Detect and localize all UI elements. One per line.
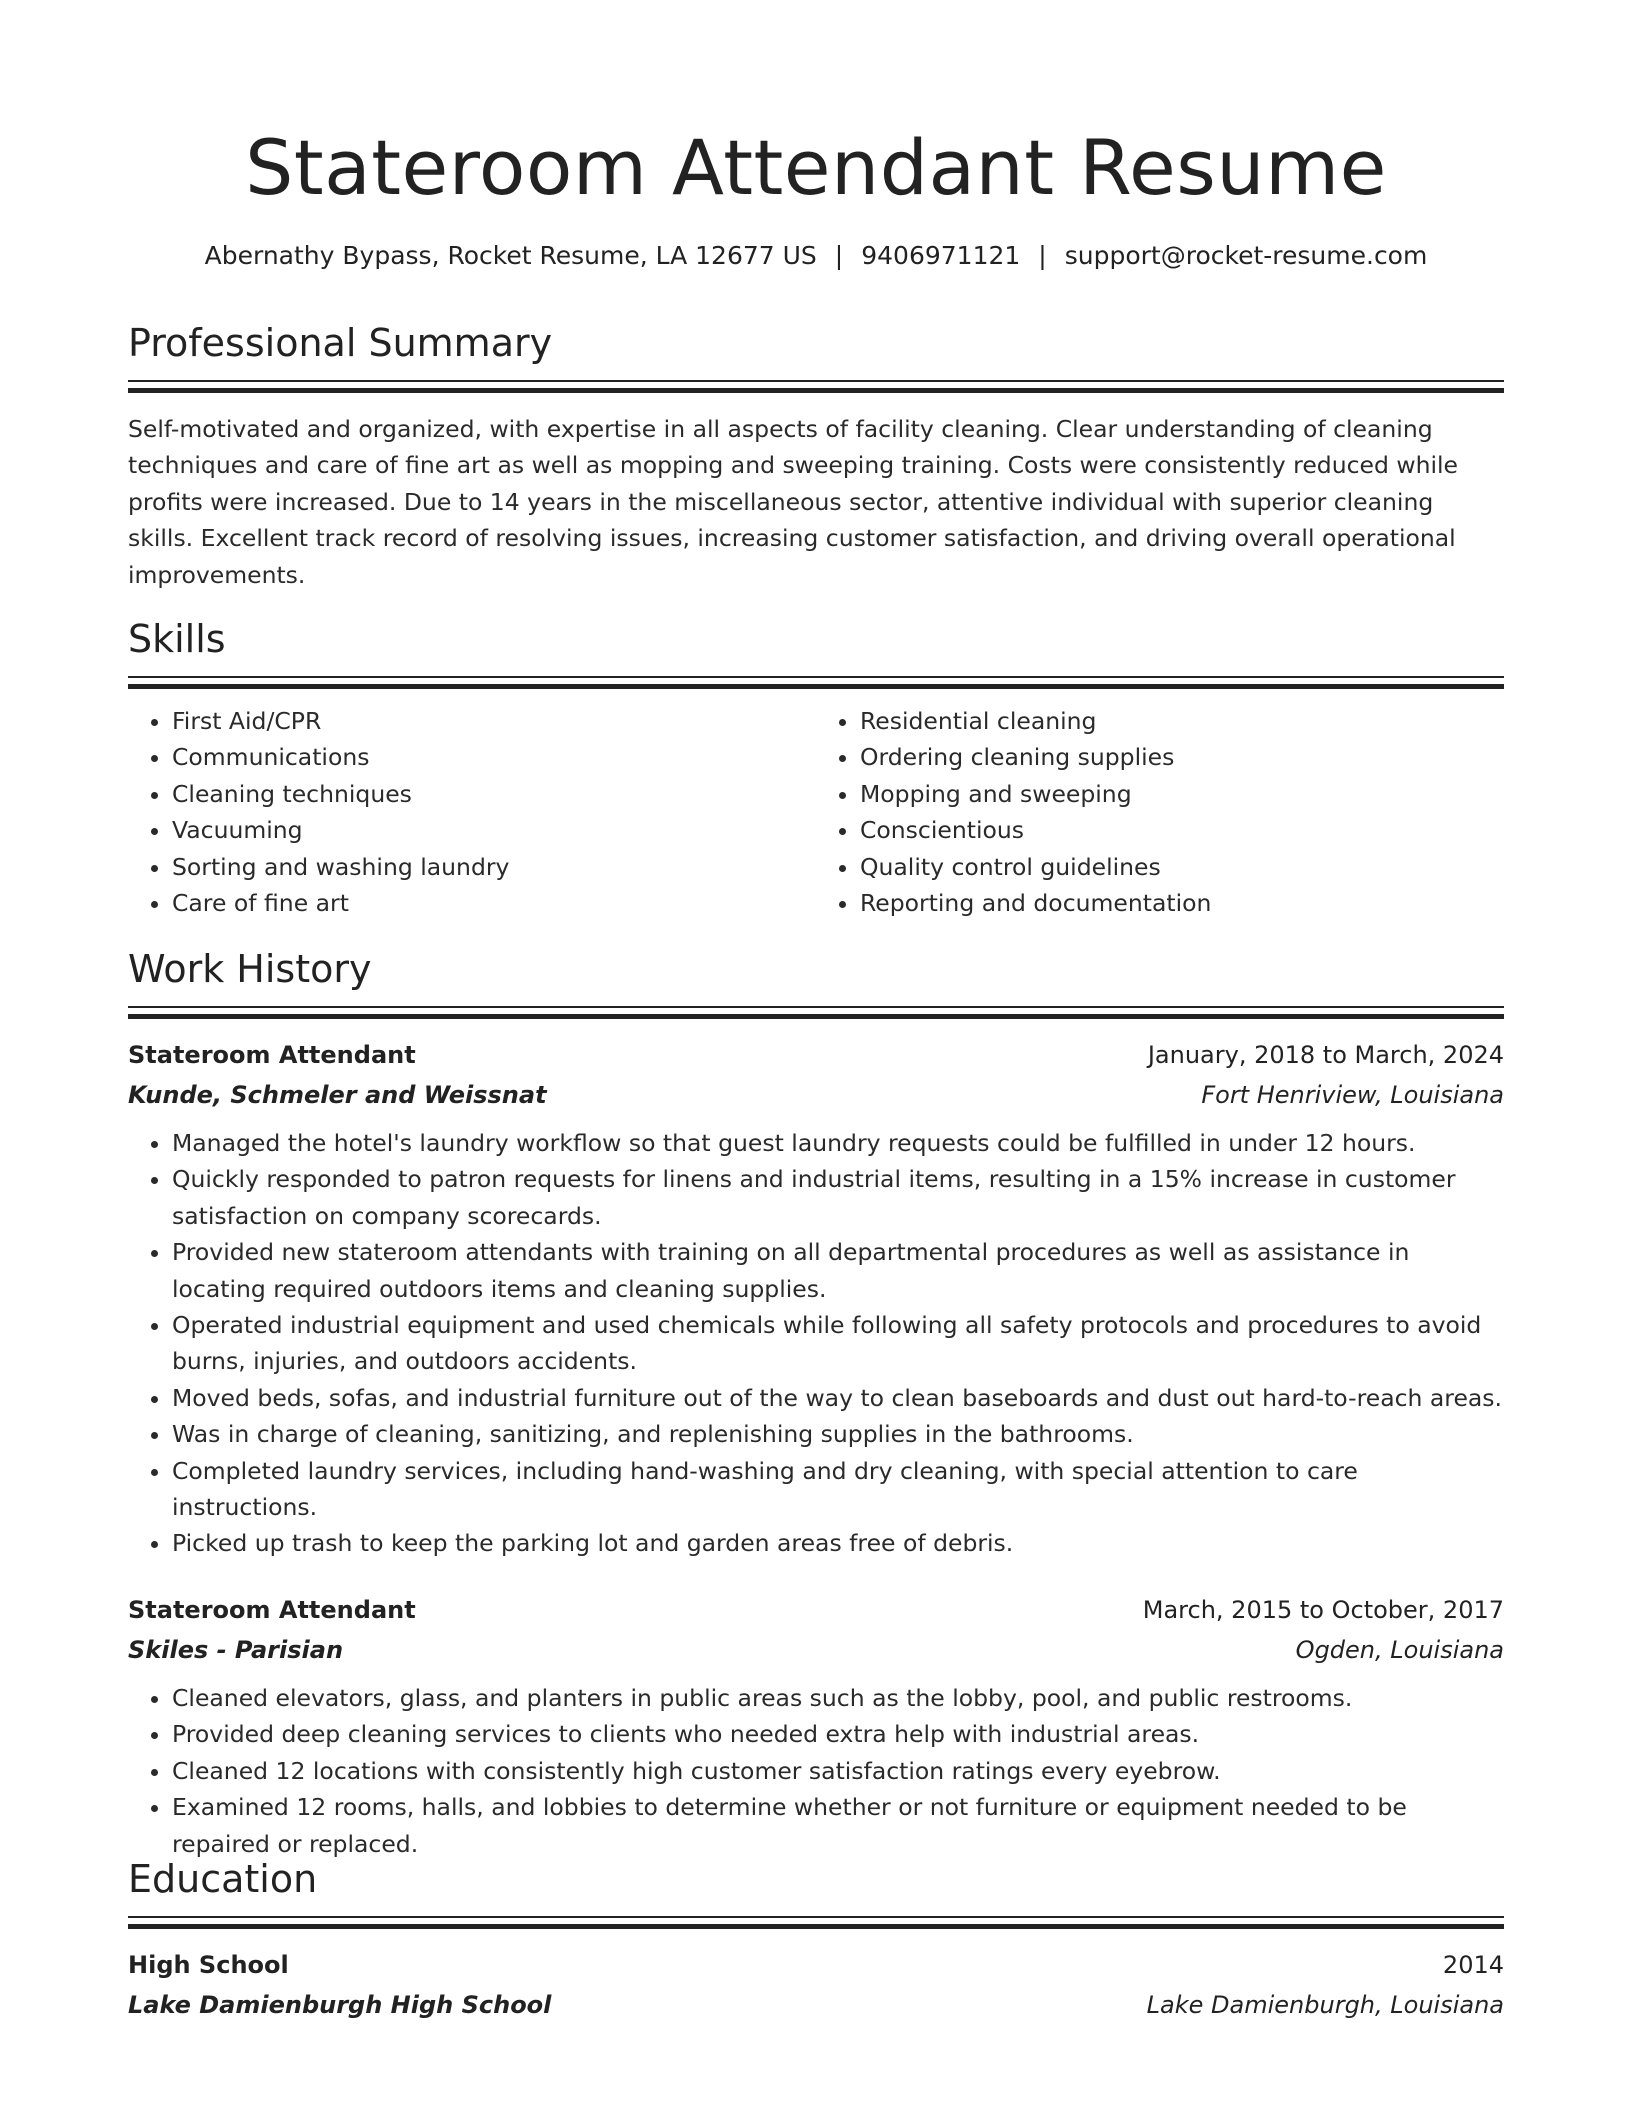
section-divider — [128, 676, 1504, 691]
job-duty: • Provided deep cleaning services to clients who needed extra help with industrial areas. — [172, 1716, 1504, 1752]
skill-item: • Communications — [172, 739, 816, 775]
education-location: Lake Damienburgh, Louisiana — [1146, 1991, 1504, 2019]
job-subheader-row — [128, 1630, 1504, 1670]
education-subheader-row — [128, 1985, 1504, 2025]
skill-item: • Residential cleaning — [860, 703, 1504, 739]
job-location: Ogden, Louisiana — [1295, 1635, 1504, 1664]
job-title: Stateroom Attendant — [128, 1041, 416, 1069]
education-entry — [128, 1945, 1504, 2025]
education-heading: Education — [128, 1857, 318, 1901]
contact-line — [128, 238, 1504, 274]
job-entry — [128, 1035, 1504, 1562]
education-degree: High School — [128, 1951, 289, 1979]
section-divider — [128, 1006, 1504, 1021]
skill-item: • Reporting and documentation — [860, 885, 1504, 921]
job-duty: • Completed laundry services, including hand-washing and dry cleaning, with special attention to care instructions. — [172, 1453, 1504, 1526]
skill-item: • Sorting and washing laundry — [172, 849, 816, 885]
job-header-row — [128, 1590, 1504, 1630]
job-header-row — [128, 1035, 1504, 1075]
job-duty: • Managed the hotel's laundry workflow so that guest laundry requests could be fulfilled in under 12 hours. — [172, 1125, 1504, 1161]
work-history-heading: Work History — [128, 947, 372, 991]
summary-text: Self-motivated and organized, with expertise in all aspects of facility cleaning. Clear understanding of cleaning techniques and care of fine art as well as mopping and sweeping training. Costs were consistently reduced while profits were increased. Due to 14 years in the miscellaneous sector, attentive individual with superior cleaning skills. Excellent track record of resolving issues, increasing customer satisfaction, and driving overall operational improvements. — [128, 415, 1458, 589]
contact-separator: | — [834, 241, 844, 270]
skill-item: • Ordering cleaning supplies — [860, 739, 1504, 775]
summary-section — [128, 318, 1504, 593]
job-duties-list — [128, 1680, 1504, 1862]
resume-title: Stateroom Attendant Resume — [245, 123, 1387, 212]
job-location: Fort Henriview, Louisiana — [1201, 1081, 1504, 1109]
education-header-row — [128, 1945, 1504, 1985]
contact-phone: 9406971121 — [861, 241, 1021, 270]
section-divider — [128, 380, 1504, 395]
contact-email: support@rocket-resume.com — [1064, 241, 1428, 270]
job-subheader-row — [128, 1075, 1504, 1115]
education-section — [128, 1854, 1504, 2025]
skill-item: • Conscientious — [860, 812, 1504, 848]
job-duty: • Cleaned elevators, glass, and planters in public areas such as the lobby, pool, and public restrooms. — [172, 1680, 1504, 1716]
contact-address: Abernathy Bypass, Rocket Resume, LA 12677 US — [204, 241, 817, 270]
job-company: Kunde, Schmeler and Weissnat — [128, 1081, 547, 1109]
skills-section — [128, 614, 1504, 921]
job-duty: • Quickly responded to patron requests for linens and industrial items, resulting in a 15% increase in customer satisfaction on company scorecards. — [172, 1161, 1504, 1234]
job-duty: • Provided new stateroom attendants with training on all departmental procedures as well as assistance in locating required outdoors items and cleaning supplies. — [172, 1234, 1504, 1307]
skill-item: • Care of fine art — [172, 885, 816, 921]
job-duty: • Cleaned 12 locations with consistently high customer satisfaction ratings every eyebrow. — [172, 1753, 1504, 1789]
skill-item: • Quality control guidelines — [860, 849, 1504, 885]
job-company: Skiles - Parisian — [128, 1635, 344, 1664]
skills-columns — [128, 703, 1504, 921]
section-divider — [128, 1916, 1504, 1931]
job-duties-list — [128, 1125, 1504, 1562]
skill-item: • First Aid/CPR — [172, 703, 816, 739]
education-year: 2014 — [1442, 1951, 1504, 1979]
skill-item: • Mopping and sweeping — [860, 776, 1504, 812]
job-duty: • Was in charge of cleaning, sanitizing, and replenishing supplies in the bathrooms. — [172, 1416, 1504, 1452]
job-entry — [128, 1590, 1504, 1862]
summary-heading: Professional Summary — [128, 321, 553, 365]
job-duty: • Moved beds, sofas, and industrial furniture out of the way to clean baseboards and dust out hard-to-reach areas. — [172, 1380, 1504, 1416]
job-duty: • Picked up trash to keep the parking lot and garden areas free of debris. — [172, 1525, 1504, 1561]
skill-item: • Cleaning techniques — [172, 776, 816, 812]
job-dates: January, 2018 to March, 2024 — [1147, 1041, 1504, 1069]
work-history-section — [128, 944, 1504, 1862]
skills-list-left — [128, 703, 816, 921]
job-dates: March, 2015 to October, 2017 — [1142, 1595, 1504, 1624]
job-title: Stateroom Attendant — [128, 1595, 416, 1624]
contact-separator: | — [1038, 241, 1047, 270]
job-duty: • Operated industrial equipment and used chemicals while following all safety protocols and procedures to avoid burns, injuries, and outdoors accidents. — [172, 1307, 1504, 1380]
skills-list-right — [816, 703, 1504, 921]
job-duty: • Examined 12 rooms, halls, and lobbies to determine whether or not furniture or equipment needed to be repaired or replaced. — [172, 1789, 1504, 1862]
skill-item: • Vacuuming — [172, 812, 816, 848]
skills-heading: Skills — [128, 617, 226, 661]
education-school: Lake Damienburgh High School — [128, 1991, 552, 2019]
